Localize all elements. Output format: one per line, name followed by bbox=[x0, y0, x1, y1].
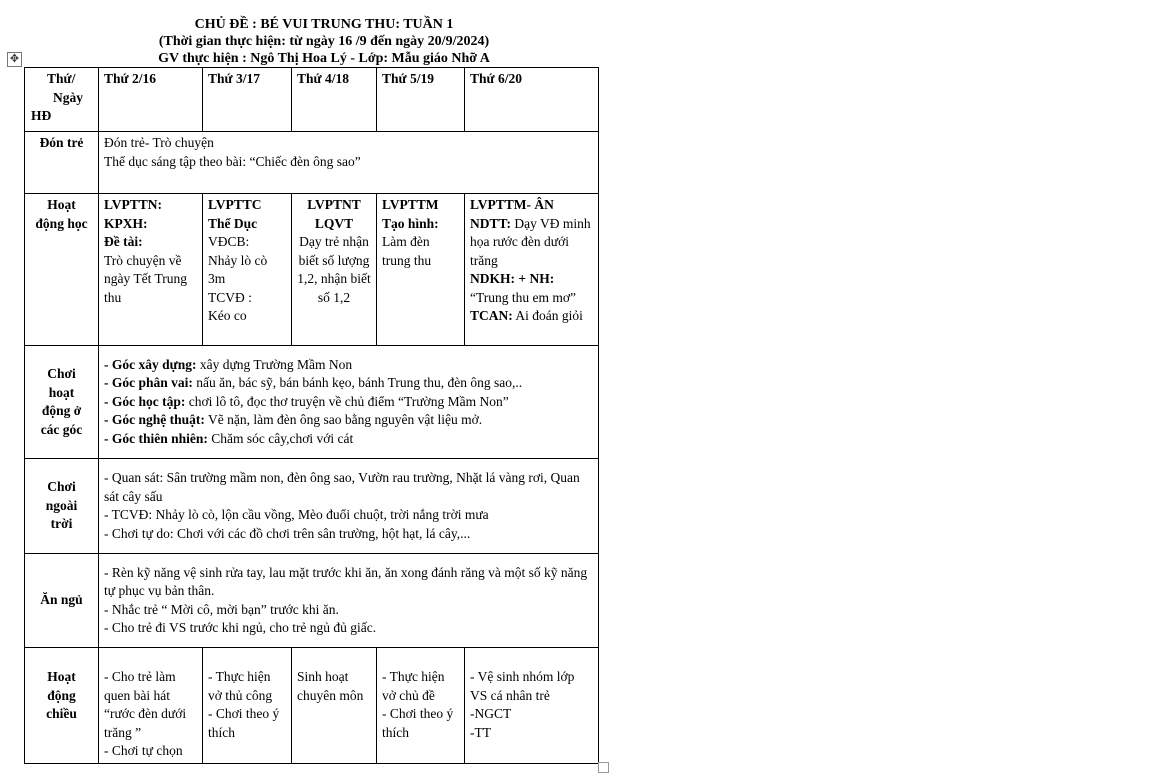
row-choi-ngoai-troi bbox=[25, 459, 599, 554]
day-header-fri: Thứ 6/20 bbox=[465, 68, 599, 132]
hdh-thu-cell: LVPTTM Tạo hình: Làm đèn trung thu bbox=[377, 194, 465, 346]
day-header-thu: Thứ 5/19 bbox=[377, 68, 465, 132]
day-header-mon: Thứ 2/16 bbox=[99, 68, 203, 132]
hdh-tue-cell: LVPTTC Thể Dục VĐCB: Nhảy lò cò 3m TCVĐ : Kéo co bbox=[203, 194, 292, 346]
day-header-wed: Thứ 4/18 bbox=[292, 68, 377, 132]
day-header-tue: Thứ 3/17 bbox=[203, 68, 292, 132]
plan-teacher: GV thực hiện : Ngô Thị Hoa Lý - Lớp: Mẫu giáo Nhỡ A bbox=[158, 51, 490, 66]
hdc-tue-cell: - Thực hiện vở thủ công - Chơi theo ý thích bbox=[203, 648, 292, 764]
row-label-an-ngu: Ăn ngủ bbox=[25, 554, 99, 648]
table-move-handle-icon[interactable]: ✥ bbox=[7, 52, 22, 67]
choi-goc-content: - Góc xây dựng: xây dựng Trường Mầm Non - Góc phân vai: nấu ăn, bác sỹ, bán bánh kẹo, bánh Trung thu, đèn ông sao,.. - Góc học tập: chơi lô tô, đọc thơ truyện về chủ điểm “Trường Mầm Non” - Góc nghệ thuật: Vẽ nặn, làm đèn ông sao bằng nguyên vật liệu mở. - Góc thiên nhiên: Chăm sóc cây,chơi với cát bbox=[99, 346, 599, 459]
hdc-mon-cell: - Cho trẻ làm quen bài hát “rước đèn dưới trăng ” - Chơi tự chọn bbox=[99, 648, 203, 764]
row-choi-goc bbox=[25, 346, 599, 459]
plan-title: CHỦ ĐỀ : BÉ VUI TRUNG THU: TUẦN 1 bbox=[194, 17, 454, 32]
row-label-choi-ngoai-troi: Chơi ngoài trời bbox=[25, 459, 99, 554]
hdh-wed-cell: LVPTNT LQVT Dạy trẻ nhận biết số lượng 1,2, nhận biết số 1,2 bbox=[292, 194, 377, 346]
hdh-mon-cell: LVPTTN: KPXH: Đề tài: Trò chuyện về ngày Tết Trung thu bbox=[99, 194, 203, 346]
weekly-plan-table bbox=[24, 67, 599, 764]
row-label-don-tre: Đón trẻ bbox=[25, 132, 99, 194]
row-label-hoat-dong-hoc: Hoạt động học bbox=[25, 194, 99, 346]
corner-cell: Thứ/ Ngày HĐ bbox=[25, 68, 99, 132]
row-label-choi-goc: Chơi hoạt động ở các góc bbox=[25, 346, 99, 459]
table-resize-handle[interactable] bbox=[598, 762, 609, 773]
table-header-row bbox=[25, 68, 599, 132]
don-tre-content: Đón trẻ- Trò chuyện Thể dục sáng tập theo bài: “Chiếc đèn ông sao” bbox=[99, 132, 599, 194]
choi-ngoai-troi-content: - Quan sát: Sân trường mầm non, đèn ông sao, Vườn rau trường, Nhặt lá vàng rơi, Quan sát cây sấu - TCVĐ: Nhảy lò cò, lộn cầu vồng, Mèo đuổi chuột, trời nắng trời mưa - Chơi tự do: Chơi với các đồ chơi trên sân trường, hột hạt, lá cây,... bbox=[99, 459, 599, 554]
an-ngu-content: - Rèn kỹ năng vệ sinh rửa tay, lau mặt trước khi ăn, ăn xong đánh răng và một số kỹ năng tự phục vụ bản thân. - Nhắc trẻ “ Mời cô, mời bạn” trước khi ăn. - Cho trẻ đi VS trước khi ngủ, cho trẻ ngủ đủ giấc. bbox=[99, 554, 599, 648]
hdc-fri-cell: - Vệ sinh nhóm lớp VS cá nhân trẻ -NGCT -TT bbox=[465, 648, 599, 764]
row-don-tre bbox=[25, 132, 599, 194]
row-an-ngu bbox=[25, 554, 599, 648]
plan-period: (Thời gian thực hiện: từ ngày 16 /9 đến ngày 20/9/2024) bbox=[158, 34, 490, 49]
row-label-hoat-dong-chieu: Hoạt động chiều bbox=[25, 648, 99, 764]
hdc-wed-cell: Sinh hoạt chuyên môn bbox=[292, 648, 377, 764]
hdc-thu-cell: - Thực hiện vở chủ đề - Chơi theo ý thích bbox=[377, 648, 465, 764]
row-hoat-dong-chieu bbox=[25, 648, 599, 764]
hdh-fri-cell: LVPTTM- ÂN NDTT: Dạy VĐ minh họa rước đèn dưới trăng NDKH: + NH: “Trung thu em mơ” TCAN: Ai đoán giỏi bbox=[465, 194, 599, 346]
row-hoat-dong-hoc bbox=[25, 194, 599, 346]
